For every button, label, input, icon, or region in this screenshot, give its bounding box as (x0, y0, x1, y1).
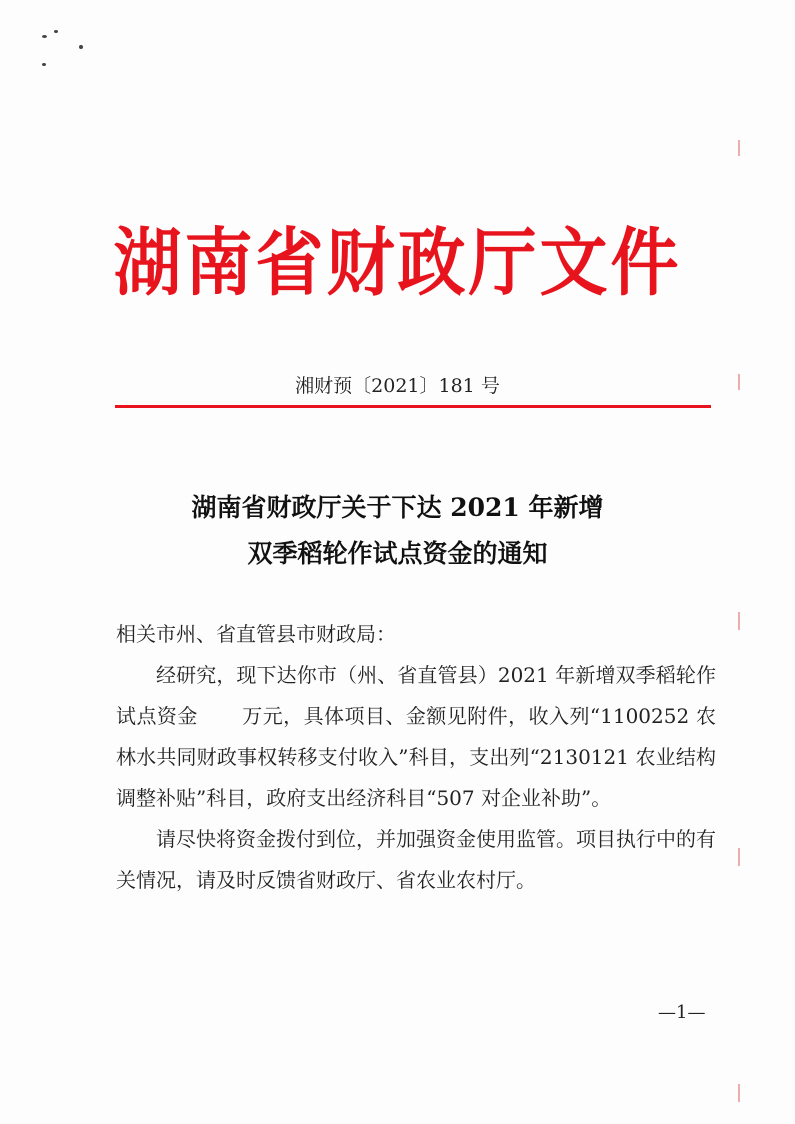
masthead-title: 湖南省财政厅文件 (113, 220, 682, 307)
document-number: 湘财预〔2021〕181 号 (295, 375, 500, 397)
title-line-1: 湖南省财政厅关于下达 2021 年新增 (191, 493, 604, 522)
scan-speck (54, 30, 58, 33)
page-number: —1— (658, 1002, 706, 1023)
scan-speck (79, 45, 83, 49)
document-body (116, 614, 716, 901)
edge-mark (738, 1084, 740, 1102)
document-title (0, 485, 795, 577)
edge-mark (738, 848, 740, 866)
edge-mark (738, 612, 740, 630)
red-divider-line (115, 405, 711, 408)
paragraph-supervision: 请尽快将资金拨付到位，并加强资金使用监管。项目执行中的有关情况，请及时反馈省财政厅、省农业农村厅。 (116, 827, 716, 892)
scan-speck (42, 35, 47, 38)
paragraph-funding-part2: 万元，具体项目、金额见附件，收入列“1100252 农林水共同财政事权转移支付收入”科目，支出列“2130121 农业结构调整补贴”科目，政府支出经济科目“507 对企业补助”。 (116, 704, 717, 810)
paragraph-funding-part1: 经研究，现下达你市（州、省直管县）2021 年新增双季稻轮作试点资金 (116, 663, 716, 728)
paragraph-funding (116, 655, 716, 819)
scan-speck (42, 63, 46, 66)
title-line-2: 双季稻轮作试点资金的通知 (247, 539, 548, 568)
salutation: 相关市州、省直管县市财政局： (116, 622, 396, 646)
edge-mark (738, 140, 740, 156)
